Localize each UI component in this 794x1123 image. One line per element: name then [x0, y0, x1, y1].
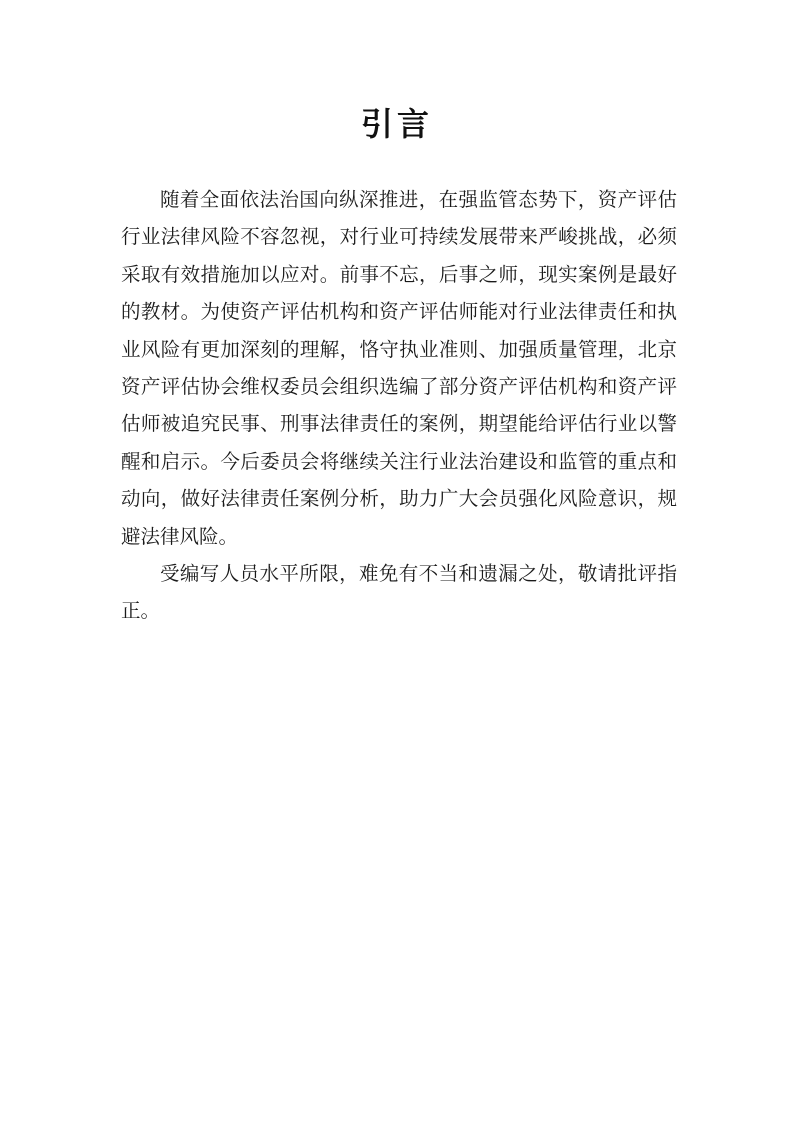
- page-title: 引言: [360, 105, 433, 143]
- paragraph-closing: 受编写人员水平所限，难免有不当和遗漏之处，敬请批评指正。: [121, 562, 677, 623]
- paragraph-intro: 随着全面依法治国向纵深推进，在强监管态势下，资产评估行业法律风险不容忽视，对行业可持续发展带来严峻挑战，必须采取有效措施加以应对。前事不忘，后事之师，现实案例是最好的教材。为使资产评估机构和资产评估师能对行业法律责任和执业风险有更加深刻的理解，恪守执业准则、加强质量管理，北京资产评估协会维权委员会组织选编了部分资产评估机构和资产评估师被追究民事、刑事法律责任的案例，期望能给评估行业以警醒和启示。今后委员会将继续关注行业法治建设和监管的重点和动向，做好法律责任案例分析，助力广大会员强化风险意识，规避法律风险。: [121, 188, 677, 548]
- body-text: [121, 181, 677, 630]
